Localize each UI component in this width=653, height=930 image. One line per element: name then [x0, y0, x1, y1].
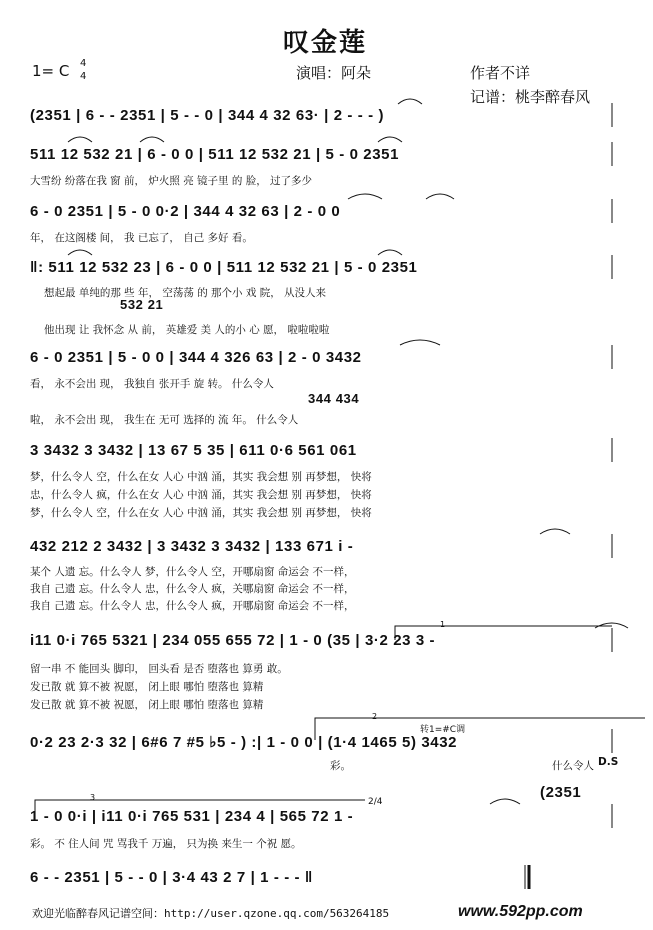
- time-signature-bottom: 4: [80, 71, 87, 82]
- score-line-5-notes: 6 - 0 2351 | 5 - 0 0 | 344 4 326 63 | 2 - 0 3432: [30, 349, 362, 366]
- score-line-8-lyric-2: 发已散 就 算不被 祝愿， 闭上眼 哪怕 堕落也 算精: [30, 681, 264, 693]
- volta-2-label: 2: [372, 712, 378, 721]
- transcriber-credit: 记谱：桃李醉春风: [470, 88, 591, 106]
- score-line-7-notes: 432 212 2 3432 | 3 3432 3 3432 | 133 671 i -: [30, 538, 354, 555]
- score-line-10-pickup: (2351: [540, 784, 582, 801]
- score-line-3-lyric: 年， 在这阁楼 间， 我 已忘了， 自己 多好 看。: [30, 232, 253, 244]
- score-line-9-notes: 0·2 23 2·3 32 | 6#6 7 #5 ♭5 - ) :| 1 - 0 0 | (1·4 1465 5) 3432: [30, 734, 458, 751]
- score-line-2-notes: 511 12 532 21 | 6 - 0 0 | 511 12 532 21 | 5 - 0 2351: [30, 146, 400, 163]
- score-line-1-notes: (2351 | 6 - - 2351 | 5 - - 0 | 344 4 32 63· | 2 - - - ): [30, 107, 385, 124]
- volta-1-label: 1: [440, 620, 446, 629]
- score-line-9-lyric-end: 什么令人: [552, 760, 594, 772]
- score-line-8-lyric-1: 留一串 不 能回头 脚印， 回头看 是否 堕落也 算勇 敢。: [30, 663, 288, 675]
- score-line-7-lyric-1: 某个 人遗 忘。什么令人 梦，什么令人 空，开哪扇窗 命运会 不一样，: [30, 566, 355, 578]
- key-modulation-label: 转1=#C调: [420, 725, 466, 735]
- time-signature-top: 4: [80, 58, 87, 69]
- score-line-5-lyric: 看， 永不会出 现， 我独自 张开手 旋 转。 什么令人: [30, 378, 274, 390]
- site-watermark: www.592pp.com: [458, 903, 583, 920]
- score-line-7-lyric-2: 我自 己遗 忘。什么令人 忠，什么令人 疯，关哪扇窗 命运会 不一样，: [30, 583, 355, 595]
- score-line-6-lyric-1: 梦，什么令人 空，什么在女 人心 中汹 涌，其实 我会想 别 再梦想， 快将: [30, 471, 372, 483]
- time-change-label: 2/4: [368, 797, 383, 807]
- score-line-4-lyric: 想起最 单纯的那 些 年， 空荡荡 的 那个小 戏 院， 从没人来: [44, 287, 327, 299]
- score-line-7-lyric-3: 我自 己遗 忘。什么令人 忠，什么令人 疯，开哪扇窗 命运会 不一样，: [30, 600, 355, 612]
- score-line-3-notes: 6 - 0 2351 | 5 - 0 0·2 | 344 4 32 63 | 2 - 0 0: [30, 203, 341, 220]
- dal-segno-mark: D.S: [598, 756, 619, 768]
- volta-3-label: 3: [90, 793, 96, 802]
- composer-credit: 作者不详: [470, 64, 531, 82]
- score-line-4-lyric-2: 他出现 让 我怀念 从 前， 英雄爱 美 人的小 心 愿， 啦啦啦啦: [44, 324, 330, 336]
- score-line-10-notes: 1 - 0 0·i | i11 0·i 765 531 | 234 4 | 565 72 1 -: [30, 808, 354, 825]
- score-line-6-notes: 3 3432 3 3432 | 13 67 5 35 | 611 0·6 561 061: [30, 442, 357, 459]
- score-line-9-lyric: 彩。: [330, 760, 351, 772]
- score-line-4-alt-notes: 532 21: [120, 297, 164, 312]
- footer-text: 欢迎光临醉春风记谱空间：http://user.qzone.qq.com/563264185: [32, 907, 390, 920]
- score-line-6-lyric-3: 梦，什么令人 空，什么在女 人心 中汹 涌，其实 我会想 别 再梦想， 快将: [30, 507, 372, 519]
- score-line-10-lyric: 彩。 不 住人间 咒 骂我千 万遍， 只为换 来生一 个祝 愿。: [30, 838, 302, 850]
- score-line-5-alt-notes: 344 434: [308, 391, 360, 406]
- score-line-8-lyric-3: 发已散 就 算不被 祝愿， 闭上眼 哪怕 堕落也 算精: [30, 699, 264, 711]
- score-line-2-lyric: 大雪纷 纷落在我 窗 前， 炉火照 亮 镜子里 的 脸， 过了多少: [30, 175, 313, 187]
- singer-credit: 演唱：阿朵: [296, 64, 372, 82]
- score-line-4-notes: ‖: 511 12 532 23 | 6 - 0 0 | 511 12 532 21 | 5 - 0 2351: [30, 259, 418, 276]
- key-signature: 1= C: [32, 62, 70, 80]
- score-line-11-notes: 6 - - 2351 | 5 - - 0 | 3·4 43 2 7 | 1 - - - ‖: [30, 869, 313, 886]
- score-line-6-lyric-2: 忠，什么令人 疯，什么在女 人心 中汹 涌，其实 我会想 别 再梦想， 快将: [30, 489, 372, 501]
- score-line-5-lyric-2: 啦， 永不会出 现， 我生在 无可 选择的 流 年。 什么令人: [30, 414, 299, 426]
- song-title: 叹金莲: [283, 28, 368, 58]
- score-line-8-notes: i11 0·i 765 5321 | 234 055 655 72 | 1 - 0 (35 | 3·2 23 3 -: [30, 632, 436, 649]
